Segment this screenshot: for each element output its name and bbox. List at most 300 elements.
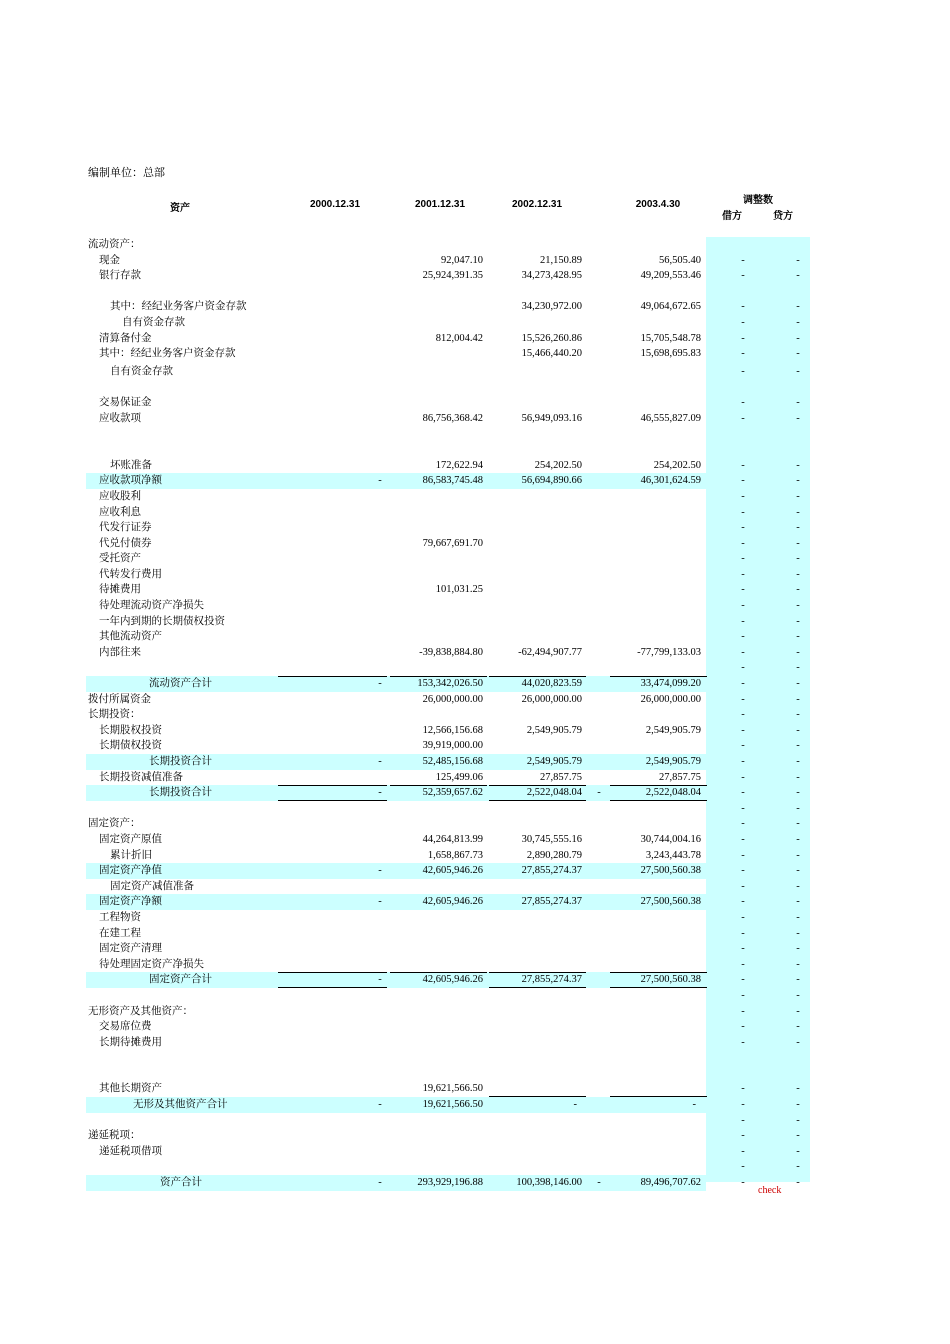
- value-2001-12-31: 42,605,946.26: [422, 974, 483, 986]
- row-label: 资产合计: [160, 1177, 202, 1189]
- credit-adjustment: -: [796, 771, 800, 783]
- credit-adjustment: -: [796, 678, 800, 690]
- reporting-unit-label: 编制单位：总部: [88, 167, 165, 179]
- debit-adjustment: -: [741, 756, 745, 767]
- value-2001-12-31: 172,622.94: [435, 459, 483, 471]
- debit-adjustment: -: [741, 849, 745, 861]
- value-2001-12-31: 153,342,026.50: [417, 678, 483, 690]
- table-row: [0, 427, 950, 443]
- row-label: 递延税项借项: [99, 1145, 162, 1157]
- debit-adjustment: -: [741, 1145, 745, 1157]
- value-2003-4-30: 2,522,048.04: [645, 787, 701, 799]
- debit-adjustment: -: [741, 332, 745, 344]
- value-2001-12-31: 86,583,745.48: [422, 475, 483, 487]
- row-label: 无形资产及其他资产：: [88, 1005, 193, 1017]
- credit-adjustment: -: [796, 1114, 800, 1126]
- value-2002-12-31: -62,494,907.77: [518, 646, 582, 658]
- credit-adjustment: -: [796, 348, 800, 360]
- table-row: [0, 1081, 950, 1097]
- table-row: [0, 863, 950, 879]
- debit-adjustment: -: [741, 366, 745, 378]
- credit-adjustment: -: [796, 254, 800, 266]
- header-credit: 贷方: [773, 211, 793, 222]
- row-label: 流动资产合计: [149, 678, 212, 690]
- debit-adjustment: -: [741, 522, 745, 534]
- debit-adjustment: -: [741, 833, 745, 845]
- row-highlight: [86, 473, 706, 489]
- row-highlight: [86, 894, 706, 910]
- credit-adjustment: -: [796, 896, 800, 908]
- value-2001-12-31: 26,000,000.00: [422, 693, 483, 705]
- credit-adjustment: -: [796, 615, 800, 627]
- credit-adjustment: -: [796, 1161, 800, 1173]
- row-label: 固定资产合计: [149, 974, 212, 986]
- debit-adjustment: -: [741, 1021, 745, 1033]
- table-row: [0, 458, 950, 474]
- header-2001-12-31: 2001.12.31: [414, 199, 466, 210]
- table-row: [0, 1144, 950, 1160]
- row-label: 固定资产减值准备: [110, 880, 194, 892]
- row-label: 自有资金存款: [122, 316, 185, 328]
- row-label: 长期股权投资: [99, 724, 162, 736]
- credit-adjustment: -: [796, 880, 800, 892]
- row-label: 流动资产：: [88, 239, 141, 250]
- value-2000-12-31: -: [378, 1099, 382, 1111]
- value-2001-12-31: 12,566,156.68: [422, 724, 483, 736]
- row-label: 在建工程: [99, 927, 141, 939]
- debit-adjustment: -: [741, 911, 745, 923]
- value-2002-12-31: 30,745,555.16: [521, 833, 582, 845]
- credit-adjustment: -: [796, 553, 800, 565]
- row-label: 长期投资合计: [149, 756, 212, 767]
- table-row: [0, 660, 950, 676]
- value-2002-12-31: 100,398,146.00: [516, 1177, 582, 1189]
- value-2003-4-30: 46,301,624.59: [640, 475, 701, 487]
- row-label: 累计折旧: [110, 849, 152, 861]
- row-label: 其中：经纪业务客户资金存款: [110, 301, 247, 313]
- row-label: 拨付所属资金: [88, 693, 151, 705]
- value-2003-dash: -: [597, 1177, 601, 1189]
- value-2001-12-31: 1,658,867.73: [427, 849, 483, 861]
- table-row: [0, 692, 950, 708]
- value-2000-12-31: -: [378, 865, 382, 877]
- table-row: [0, 1128, 950, 1144]
- table-row: [0, 489, 950, 505]
- debit-adjustment: -: [741, 568, 745, 580]
- value-2001-12-31: 42,605,946.26: [422, 896, 483, 908]
- debit-adjustment: -: [741, 475, 745, 487]
- debit-adjustment: -: [741, 1083, 745, 1095]
- table-row: [0, 1035, 950, 1051]
- table-row: [0, 723, 950, 739]
- table-row: [0, 785, 950, 801]
- debit-adjustment: -: [741, 896, 745, 908]
- credit-adjustment: -: [796, 849, 800, 861]
- value-2003-4-30: 46,555,827.09: [640, 412, 701, 424]
- table-row: [0, 380, 950, 396]
- table-row: [0, 315, 950, 331]
- value-2001-12-31: 812,004.42: [435, 332, 483, 344]
- debit-adjustment: -: [741, 927, 745, 939]
- row-label: 受托资产: [99, 553, 141, 565]
- table-row: [0, 816, 950, 832]
- value-2002-12-31: 34,273,428.95: [521, 270, 582, 282]
- row-label: 待处理流动资产净损失: [99, 600, 204, 612]
- debit-adjustment: -: [741, 693, 745, 705]
- value-2002-12-31: 2,522,048.04: [526, 787, 582, 799]
- total-underline: [610, 1080, 707, 1097]
- value-2002-12-31: 21,150.89: [540, 254, 582, 266]
- credit-adjustment: -: [796, 818, 800, 830]
- row-label: 无形及其他资产合计: [133, 1099, 228, 1111]
- credit-adjustment: -: [796, 1145, 800, 1157]
- value-2003-4-30: 2,549,905.79: [645, 756, 701, 767]
- row-label: 代兑付债券: [99, 537, 152, 549]
- table-row: [0, 1004, 950, 1020]
- table-row: [0, 520, 950, 536]
- row-label: 清算备付金: [99, 332, 152, 344]
- table-row: [0, 1066, 950, 1082]
- row-label: 内部往来: [99, 646, 141, 658]
- row-label: 现金: [99, 254, 120, 266]
- value-2003-4-30: 254,202.50: [653, 459, 701, 471]
- value-2001-12-31: -39,838,884.80: [419, 646, 483, 658]
- value-2001-12-31: 52,485,156.68: [422, 756, 483, 767]
- row-label: 长期投资合计: [149, 787, 212, 799]
- value-2003-4-30: 26,000,000.00: [640, 693, 701, 705]
- value-2003-4-30: 30,744,004.16: [640, 833, 701, 845]
- credit-adjustment: -: [796, 724, 800, 736]
- table-row: [0, 910, 950, 926]
- value-2003-4-30: 27,500,560.38: [640, 865, 701, 877]
- table-row: [0, 473, 950, 489]
- value-2002-12-31: 44,020,823.59: [521, 678, 582, 690]
- row-label: 交易保证金: [99, 397, 152, 409]
- table-row: [0, 1050, 950, 1066]
- table-row: [0, 536, 950, 552]
- credit-adjustment: -: [796, 397, 800, 409]
- row-label: 固定资产原值: [99, 833, 162, 845]
- debit-adjustment: -: [741, 348, 745, 360]
- row-label: 代转发行费用: [99, 568, 162, 580]
- debit-adjustment: -: [741, 724, 745, 736]
- header-2003-4-30: 2003.4.30: [635, 199, 681, 210]
- credit-adjustment: -: [796, 568, 800, 580]
- table-row: [0, 738, 950, 754]
- debit-adjustment: -: [741, 1099, 745, 1111]
- row-label: 其中：经纪业务客户资金存款: [99, 348, 236, 360]
- table-row: [0, 364, 950, 380]
- row-label: 长期待摊费用: [99, 1036, 162, 1048]
- credit-adjustment: -: [796, 865, 800, 877]
- table-row: [0, 972, 950, 988]
- credit-adjustment: -: [796, 740, 800, 752]
- value-2000-12-31: -: [378, 475, 382, 487]
- table-row: [0, 894, 950, 910]
- credit-adjustment: -: [796, 270, 800, 282]
- debit-adjustment: -: [741, 958, 745, 970]
- debit-adjustment: -: [741, 537, 745, 549]
- row-label: 固定资产净额: [99, 896, 162, 908]
- credit-adjustment: -: [796, 301, 800, 313]
- debit-adjustment: -: [741, 600, 745, 612]
- debit-adjustment: -: [741, 818, 745, 830]
- debit-adjustment: -: [741, 1177, 745, 1189]
- row-label: 坏账准备: [110, 459, 152, 471]
- table-row: [0, 395, 950, 411]
- value-2003-4-30: 2,549,905.79: [645, 724, 701, 736]
- row-label: 银行存款: [99, 270, 141, 282]
- debit-adjustment: -: [741, 301, 745, 313]
- value-2002-12-31: 15,526,260.86: [521, 332, 582, 344]
- debit-adjustment: -: [741, 646, 745, 658]
- value-2001-12-31: 101,031.25: [435, 584, 483, 596]
- table-row: [0, 551, 950, 567]
- credit-adjustment: -: [796, 490, 800, 502]
- value-2000-12-31: -: [378, 896, 382, 908]
- value-2001-12-31: 92,047.10: [441, 254, 483, 266]
- table-row: [0, 645, 950, 661]
- credit-adjustment: -: [796, 631, 800, 643]
- credit-adjustment: -: [796, 756, 800, 767]
- row-label: 自有资金存款: [110, 366, 173, 378]
- table-row: [0, 237, 950, 253]
- value-2001-12-31: 42,605,946.26: [422, 865, 483, 877]
- row-label: 待处理固定资产净损失: [99, 958, 204, 970]
- table-row: [0, 754, 950, 770]
- value-2001-12-31: 25,924,391.35: [422, 270, 483, 282]
- debit-adjustment: -: [741, 412, 745, 424]
- debit-adjustment: -: [741, 397, 745, 409]
- value-2002-12-31: 27,855,274.37: [521, 865, 582, 877]
- value-2002-12-31: 27,857.75: [540, 771, 582, 783]
- credit-adjustment: -: [796, 412, 800, 424]
- header-asset: 资产: [170, 203, 190, 214]
- value-2002-12-31: 56,694,890.66: [521, 475, 582, 487]
- debit-adjustment: -: [741, 631, 745, 643]
- debit-adjustment: -: [741, 459, 745, 471]
- value-2002-12-31: 15,466,440.20: [521, 348, 582, 360]
- credit-adjustment: -: [796, 943, 800, 955]
- row-label: 代发行证券: [99, 522, 152, 534]
- debit-adjustment: -: [741, 974, 745, 986]
- credit-adjustment: -: [796, 646, 800, 658]
- value-2003-4-30: 15,705,548.78: [640, 332, 701, 344]
- value-2000-12-31: -: [378, 678, 382, 690]
- value-2002-12-31: 56,949,093.16: [521, 412, 582, 424]
- debit-adjustment: -: [741, 506, 745, 518]
- row-label: 固定资产：: [88, 818, 141, 830]
- value-2003-4-30: 3,243,443.78: [645, 849, 701, 861]
- total-underline: [278, 784, 387, 801]
- debit-adjustment: -: [741, 490, 745, 502]
- table-row: [0, 770, 950, 786]
- row-label: 一年内到期的长期债权投资: [99, 615, 225, 627]
- credit-adjustment: -: [796, 958, 800, 970]
- debit-adjustment: -: [741, 615, 745, 627]
- table-row: [0, 941, 950, 957]
- credit-adjustment: -: [796, 833, 800, 845]
- header-debit: 借方: [722, 211, 742, 222]
- value-2002-12-31: 2,890,280.79: [526, 849, 582, 861]
- header-2000-12-31: 2000.12.31: [309, 199, 361, 210]
- value-2001-12-31: 52,359,657.62: [422, 787, 483, 799]
- debit-adjustment: -: [741, 943, 745, 955]
- credit-adjustment: -: [796, 911, 800, 923]
- table-row: [0, 848, 950, 864]
- credit-adjustment: -: [796, 1036, 800, 1048]
- credit-adjustment: -: [796, 1005, 800, 1017]
- row-label: 应收股利: [99, 490, 141, 502]
- value-2003-4-30: 27,500,560.38: [640, 974, 701, 986]
- table-row: [0, 582, 950, 598]
- table-row: [0, 801, 950, 817]
- value-2003-4-30: -77,799,133.03: [637, 646, 701, 658]
- value-2001-12-31: 79,667,691.70: [422, 537, 483, 549]
- table-row: [0, 879, 950, 895]
- debit-adjustment: -: [741, 678, 745, 690]
- table-row: [0, 1019, 950, 1035]
- debit-adjustment: -: [741, 1114, 745, 1126]
- table-row: [0, 1175, 950, 1191]
- debit-adjustment: -: [741, 584, 745, 596]
- debit-adjustment: -: [741, 316, 745, 328]
- value-2001-12-31: 44,264,813.99: [422, 833, 483, 845]
- value-2003-4-30: 15,698,695.83: [640, 348, 701, 360]
- row-label: 应收款项: [99, 412, 141, 424]
- table-row: [0, 598, 950, 614]
- debit-adjustment: -: [741, 802, 745, 814]
- credit-adjustment: -: [796, 1099, 800, 1111]
- table-row: [0, 411, 950, 427]
- debit-adjustment: -: [741, 880, 745, 892]
- credit-adjustment: -: [796, 974, 800, 986]
- debit-adjustment: -: [741, 787, 745, 799]
- credit-adjustment: -: [796, 600, 800, 612]
- value-2002-12-31: 26,000,000.00: [521, 693, 582, 705]
- value-2003-4-30: 49,209,553.46: [640, 270, 701, 282]
- credit-adjustment: -: [796, 537, 800, 549]
- table-row: [0, 707, 950, 723]
- credit-adjustment: -: [796, 989, 800, 1001]
- table-row: [0, 614, 950, 630]
- value-2003-4-30: 27,857.75: [659, 771, 701, 783]
- credit-adjustment: -: [796, 693, 800, 705]
- credit-adjustment: -: [796, 787, 800, 799]
- table-row: [0, 832, 950, 848]
- row-label: 递延税项：: [88, 1130, 141, 1142]
- debit-adjustment: -: [741, 1005, 745, 1017]
- table-row: [0, 926, 950, 942]
- credit-adjustment: -: [796, 662, 800, 674]
- row-label: 固定资产清理: [99, 943, 162, 955]
- table-row: [0, 988, 950, 1004]
- debit-adjustment: -: [741, 771, 745, 783]
- table-row: [0, 346, 950, 364]
- value-2000-12-31: -: [378, 974, 382, 986]
- table-row: [0, 567, 950, 583]
- value-2003-4-30: 49,064,672.65: [640, 301, 701, 313]
- value-2003-dash: -: [597, 787, 601, 799]
- value-2003-4-30: 33,474,099.20: [640, 678, 701, 690]
- value-2003-4-30: -: [692, 1099, 696, 1111]
- row-label: 其他流动资产: [99, 631, 162, 643]
- credit-adjustment: -: [796, 709, 800, 721]
- value-2002-12-31: 27,855,274.37: [521, 974, 582, 986]
- table-row: [0, 1113, 950, 1129]
- table-row: [0, 284, 950, 300]
- table-row: [0, 253, 950, 269]
- credit-adjustment: -: [796, 506, 800, 518]
- table-row: [0, 957, 950, 973]
- value-2001-12-31: 86,756,368.42: [422, 412, 483, 424]
- debit-adjustment: -: [741, 1036, 745, 1048]
- value-2000-12-31: -: [378, 787, 382, 799]
- value-2003-4-30: 56,505.40: [659, 254, 701, 266]
- row-label: 应收款项净额: [99, 475, 162, 487]
- value-2003-4-30: 89,496,707.62: [640, 1177, 701, 1189]
- total-rule: [278, 676, 387, 693]
- debit-adjustment: -: [741, 553, 745, 565]
- table-row: [0, 505, 950, 521]
- balance-sheet-rows: [0, 237, 950, 1191]
- debit-adjustment: -: [741, 270, 745, 282]
- value-2002-12-31: 2,549,905.79: [526, 724, 582, 736]
- debit-adjustment: -: [741, 1161, 745, 1173]
- debit-adjustment: -: [741, 662, 745, 674]
- value-2001-12-31: 125,499.06: [435, 771, 483, 783]
- value-2002-12-31: 27,855,274.37: [521, 896, 582, 908]
- debit-adjustment: -: [741, 254, 745, 266]
- credit-adjustment: -: [796, 316, 800, 328]
- value-2000-12-31: -: [378, 756, 382, 767]
- debit-adjustment: -: [741, 865, 745, 877]
- row-label: 长期投资：: [88, 709, 141, 721]
- value-2001-12-31: 39,919,000.00: [422, 740, 483, 752]
- value-2002-12-31: 254,202.50: [534, 459, 582, 471]
- row-label: 工程物资: [99, 911, 141, 923]
- value-2003-4-30: 27,500,560.38: [640, 896, 701, 908]
- total-underline: [489, 1080, 586, 1097]
- credit-adjustment: -: [796, 927, 800, 939]
- table-row: [0, 442, 950, 458]
- row-label: 长期投资减值准备: [99, 771, 183, 783]
- value-2002-12-31: 2,549,905.79: [526, 756, 582, 767]
- table-row: [0, 1159, 950, 1175]
- check-label: check: [758, 1185, 782, 1196]
- credit-adjustment: -: [796, 475, 800, 487]
- debit-adjustment: -: [741, 1130, 745, 1142]
- credit-adjustment: -: [796, 1130, 800, 1142]
- total-underline: [278, 971, 387, 988]
- credit-adjustment: -: [796, 1021, 800, 1033]
- header-adjustment: 调整数: [743, 195, 773, 206]
- credit-adjustment: -: [796, 584, 800, 596]
- value-2000-12-31: -: [378, 1177, 382, 1189]
- value-2002-12-31: -: [573, 1099, 577, 1111]
- row-label: 长期债权投资: [99, 740, 162, 752]
- row-label: 交易席位费: [99, 1021, 152, 1033]
- row-label: 其他长期资产: [99, 1083, 162, 1095]
- header-2002-12-31: 2002.12.31: [511, 199, 563, 210]
- debit-adjustment: -: [741, 709, 745, 721]
- table-row: [0, 629, 950, 645]
- row-highlight: [86, 863, 706, 879]
- debit-adjustment: -: [741, 989, 745, 1001]
- credit-adjustment: -: [796, 1083, 800, 1095]
- credit-adjustment: -: [796, 366, 800, 378]
- credit-adjustment: -: [796, 522, 800, 534]
